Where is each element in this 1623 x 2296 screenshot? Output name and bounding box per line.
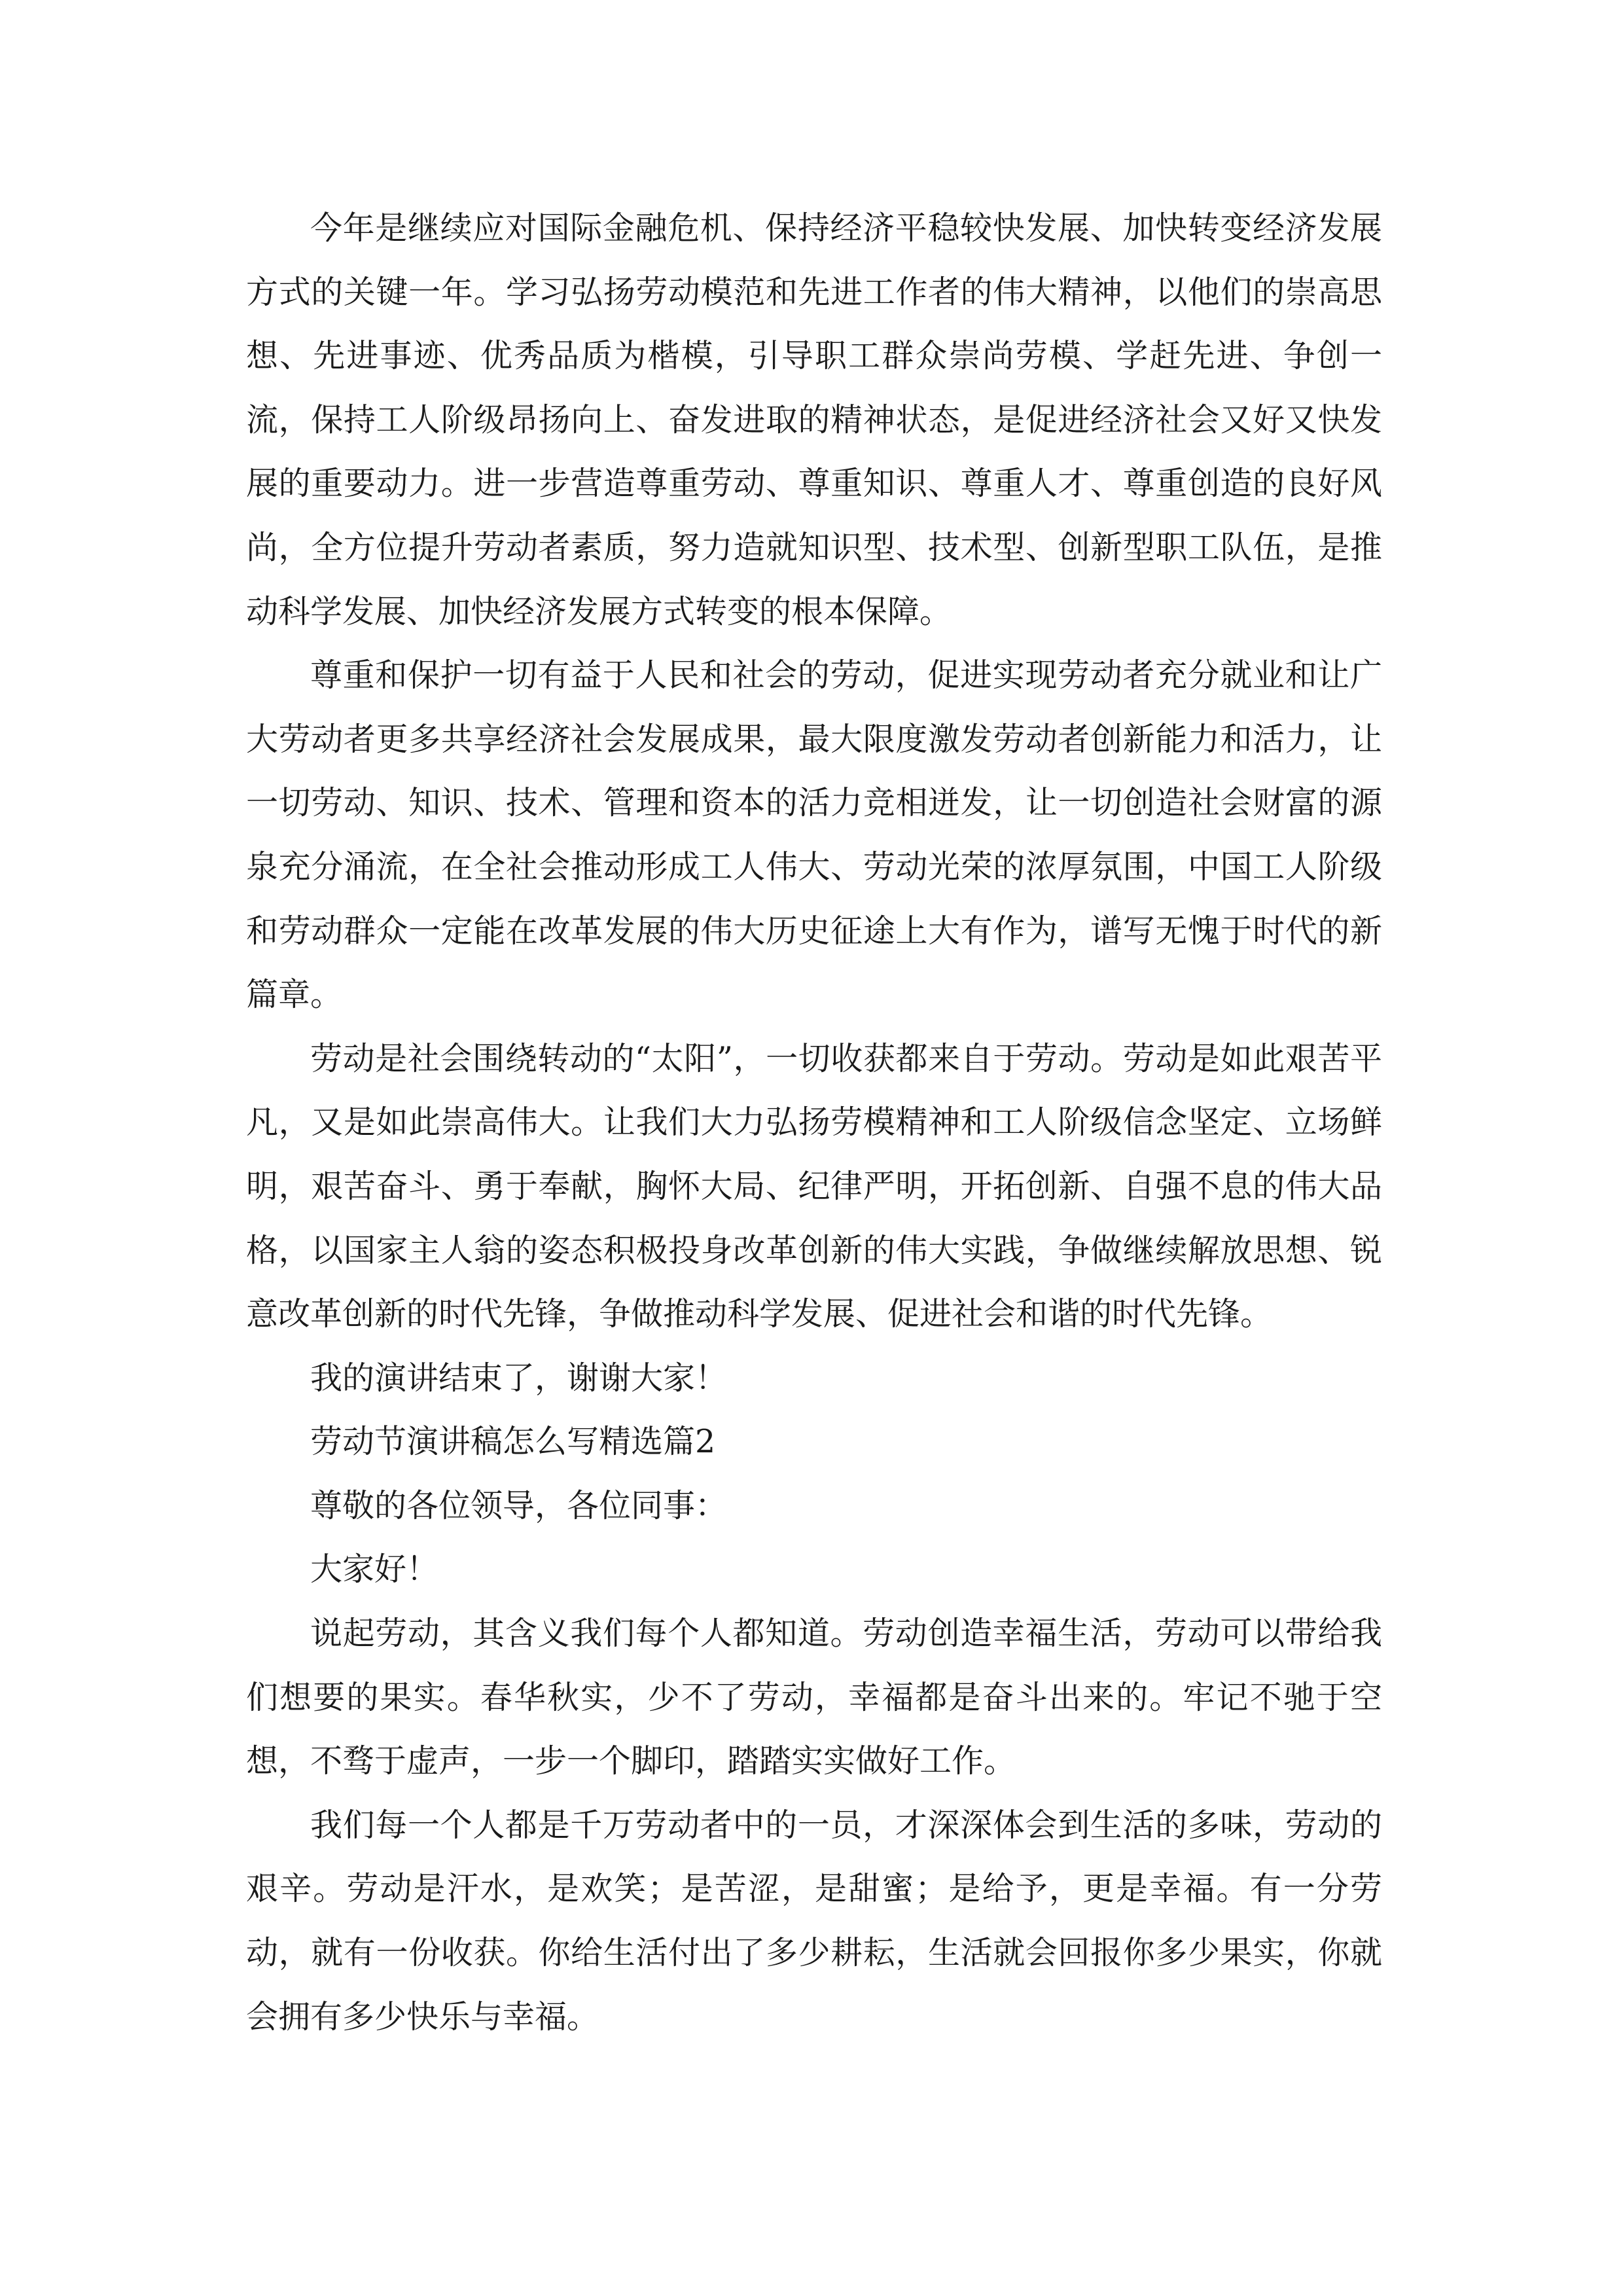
paragraph-meaning-of-labor: 说起劳动，其含义我们每个人都知道。劳动创造幸福生活，劳动可以带给我们想要的果实。春华秋实，少不了劳动，幸福都是奋斗出来的。牢记不驰于空想，不骛于虚声，一步一个脚印，踏踏实实做好工作。 bbox=[246, 1615, 1382, 1780]
paragraph-labor-sun: 劳动是社会围绕转动的“太阳”，一切收获都来自于劳动。劳动是如此艰苦平凡，又是如此崇高伟大。让我们大力弘扬劳模精神和工人阶级信念坚定、立场鲜明，艰苦奋斗、勇于奉献，胸怀大局、纪律严明，开拓创新、自强不息的伟大品格，以国家主人翁的姿态积极投身改革创新的伟大实践，争做继续解放思想、锐意改革创新的时代先锋，争做推动科学发展、促进社会和谐的时代先锋。 bbox=[246, 1039, 1382, 1333]
paragraph-economy: 今年是继续应对国际金融危机、保持经济平稳较快发展、加快转变经济发展方式的关键一年。学习弘扬劳动模范和先进工作者的伟大精神，以他们的崇高思想、先进事迹、优秀品质为楷模，引导职工群众崇尚劳模、学赶先进、争创一流，保持工人阶级昂扬向上、奋发进取的精神状态，是促进经济社会又好又快发展的重要动力。进一步营造尊重劳动、尊重知识、尊重人才、尊重创造的良好风尚，全方位提升劳动者素质，努力造就知识型、技术型、创新型职工队伍，是推动科学发展、加快经济发展方式转变的根本保障。 bbox=[246, 209, 1382, 630]
section-heading: 劳动节演讲稿怎么写精选篇2 bbox=[310, 1423, 716, 1461]
document-body bbox=[246, 196, 1382, 2049]
salutation: 尊敬的各位领导，各位同事： bbox=[310, 1486, 728, 1524]
greeting: 大家好！ bbox=[310, 1551, 439, 1588]
closing-line: 我的演讲结束了，谢谢大家！ bbox=[310, 1359, 728, 1397]
paragraph-every-worker: 我们每一个人都是千万劳动者中的一员，才深深体会到生活的多味，劳动的艰辛。劳动是汗水，是欢笑；是苦涩，是甜蜜；是给予，更是幸福。有一分劳动，就有一份收获。你给生活付出了多少耕耘，生活就会回报你多少果实，你就会拥有多少快乐与幸福。 bbox=[246, 1806, 1382, 2036]
paragraph-respect-labor: 尊重和保护一切有益于人民和社会的劳动，促进实现劳动者充分就业和让广大劳动者更多共享经济社会发展成果，最大限度激发劳动者创新能力和活力，让一切劳动、知识、技术、管理和资本的活力竞相迸发，让一切创造社会财富的源泉充分涌流，在全社会推动形成工人伟大、劳动光荣的浓厚氛围，中国工人阶级和劳动群众一定能在改革发展的伟大历史征途上大有作为，谱写无愧于时代的新篇章。 bbox=[246, 656, 1382, 1014]
